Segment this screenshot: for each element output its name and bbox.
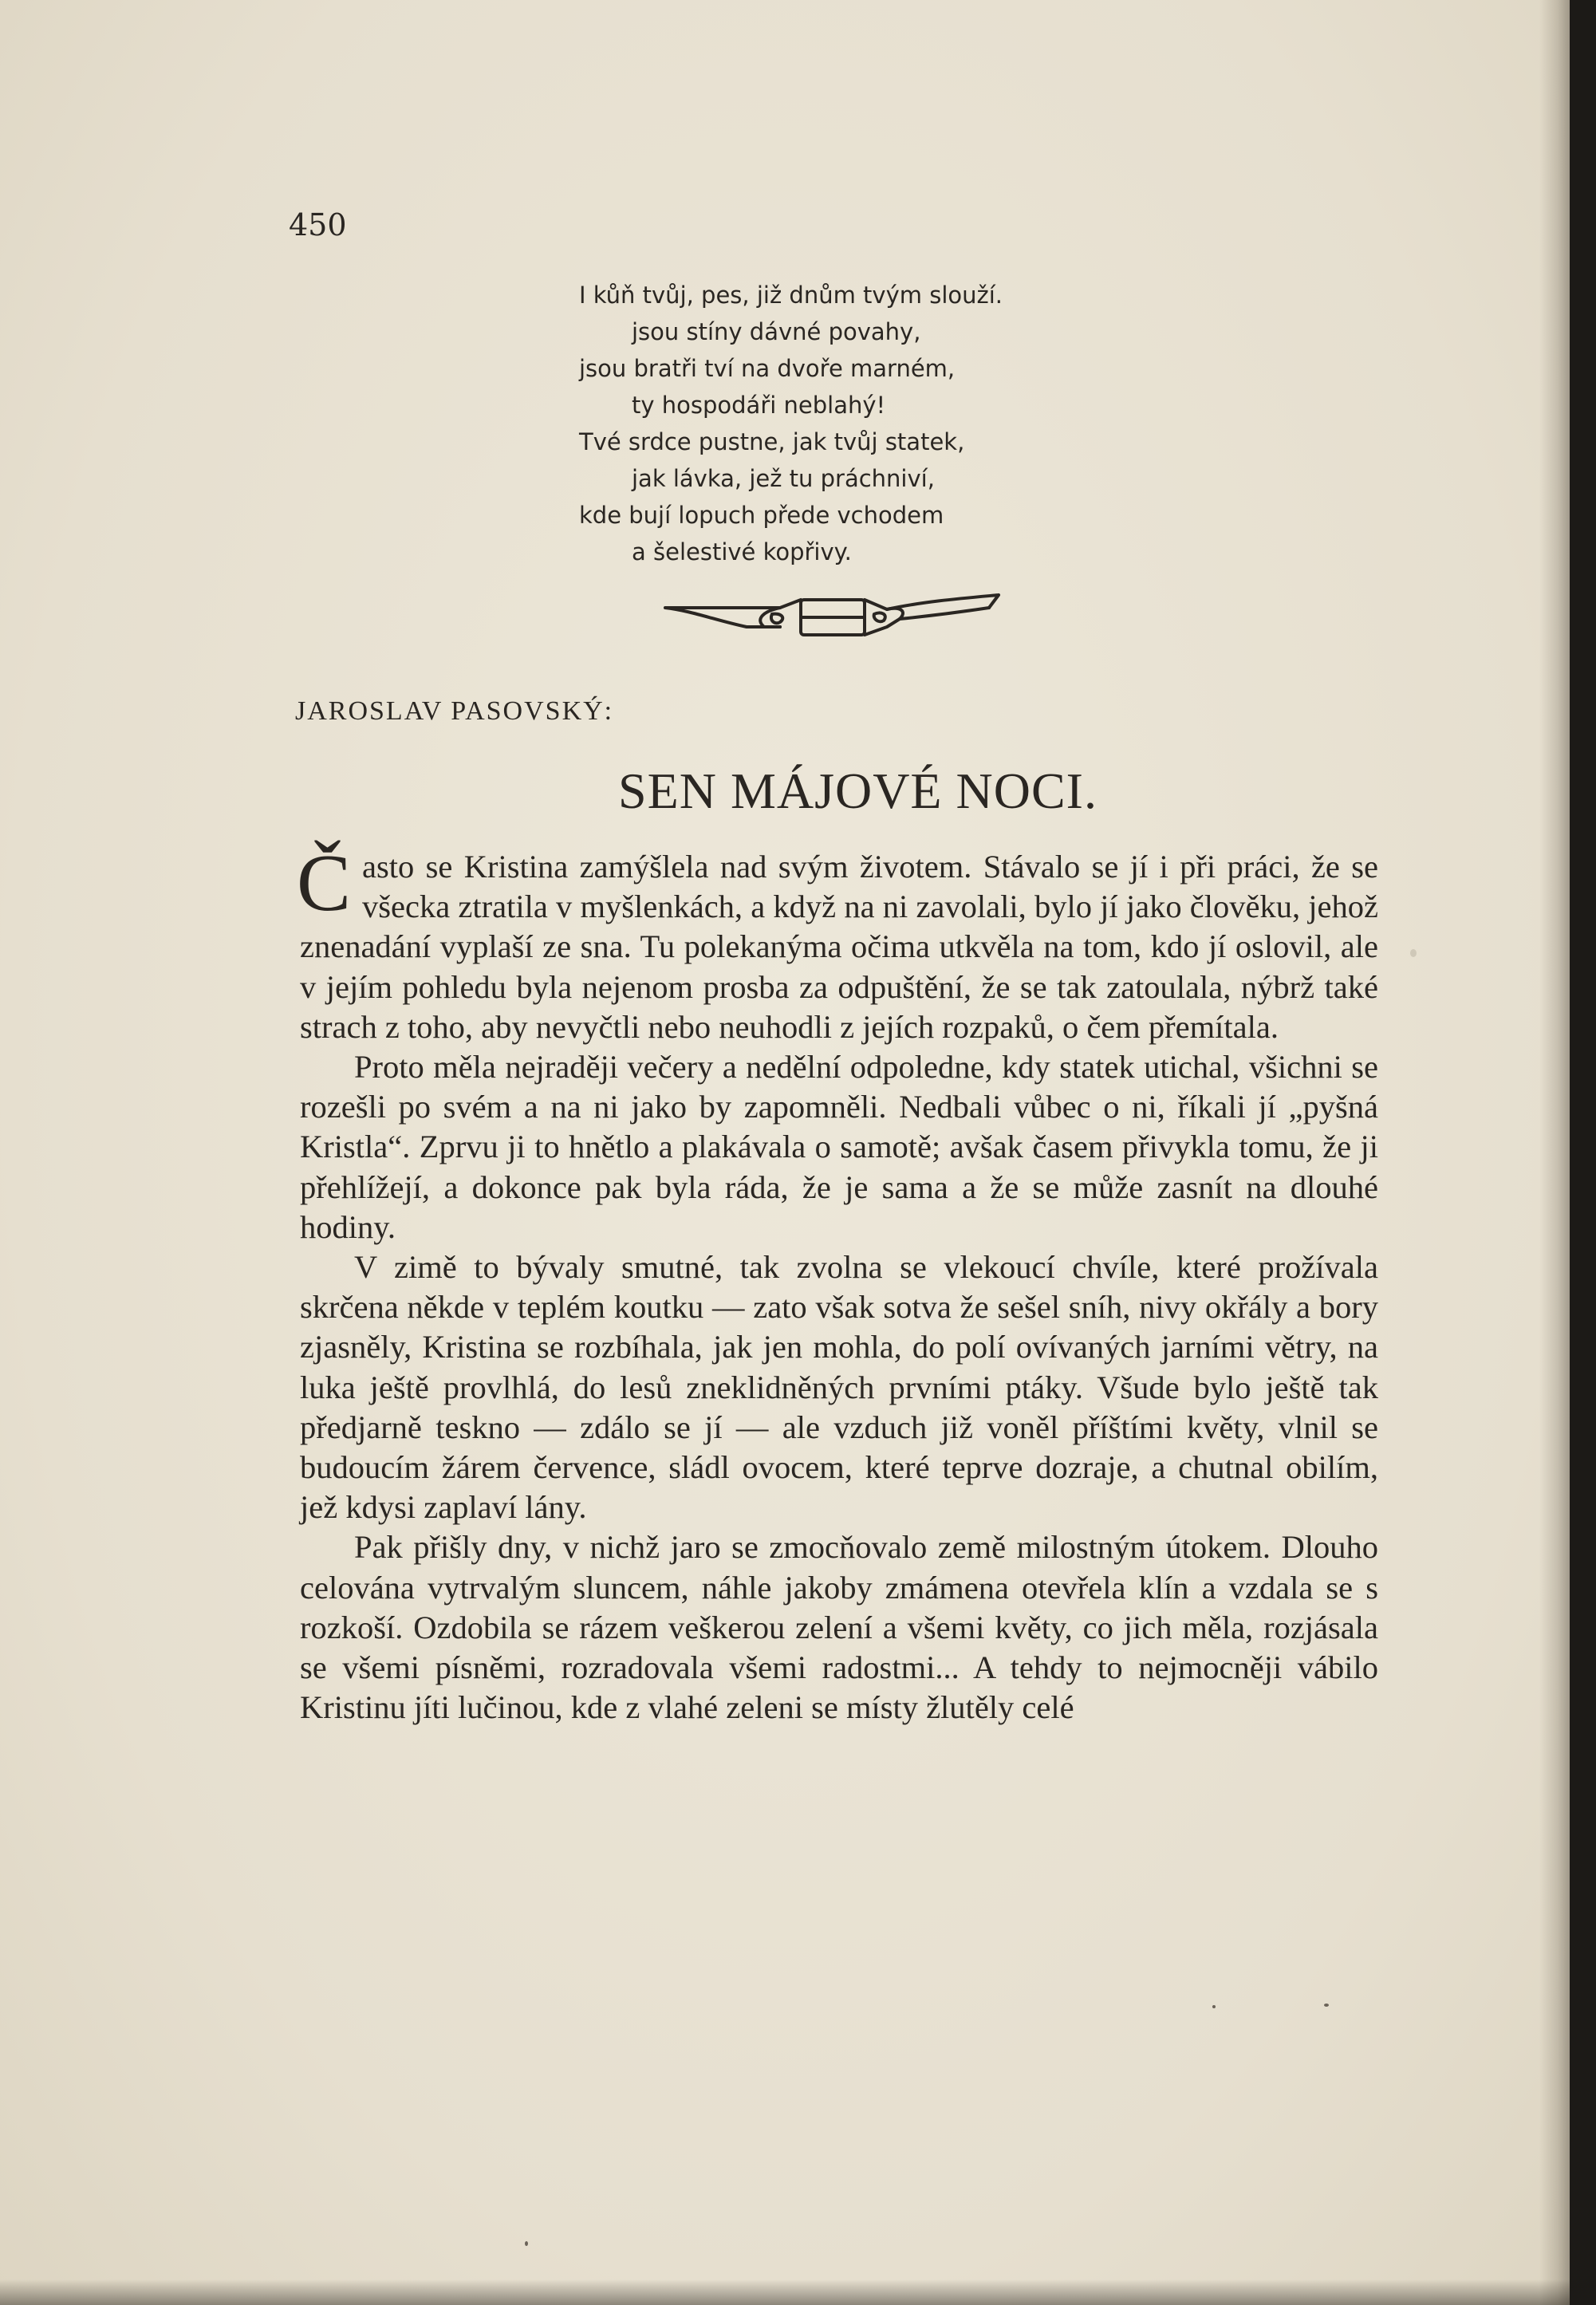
paragraph-text: asto se Kristina zamýšlela nad svým životem. Stávalo se jí i při práci, že se všecka ztratila v myšlenkách, a když na ni zavolali, bylo jí jako člověku, jehož znenadání vyplaší ze sna. Tu polekanýma očima utkvěla na tom, kdo jí oslovil, ale v jejím pohledu byla nejenom prosba za odpuštění, že se tak zatoulala, nýbrž také strach z toho, aby nevyčtli nebo neuhodli z jejích rozpaků, o čem přemítala. — [300, 849, 1378, 1045]
poem-line: ty hospodáři neblahý! — [632, 392, 886, 419]
page-bottom-edge — [0, 2279, 1570, 2305]
poem-line: kde bují lopuch přede vchodem — [579, 502, 944, 529]
paragraph — [297, 838, 1378, 1047]
paper-speck — [1324, 2004, 1329, 2007]
drop-cap: Č — [297, 838, 352, 928]
paper-speck — [1410, 949, 1417, 957]
poem-line: Tvé srdce pustne, jak tvůj statek, — [579, 428, 965, 455]
poem-line: I kůň tvůj, pes, již dnům tvým slouží. — [579, 282, 1003, 309]
poem-stanza — [579, 277, 1185, 570]
divider-ornament-icon — [660, 590, 1003, 644]
poem-line: jsou bratři tví na dvoře marném, — [579, 355, 956, 382]
article-title: SEN MÁJOVÉ NOCI. — [618, 762, 1097, 819]
article-body — [297, 838, 1378, 1728]
poem-line: a šelestivé kopřivy. — [632, 538, 852, 565]
article-author: JAROSLAV PASOVSKÝ: — [295, 696, 614, 726]
poem-line: jak lávka, jež tu práchniví, — [632, 465, 935, 492]
poem-line: jsou stíny dávné povahy, — [632, 318, 921, 345]
paragraph: Proto měla nejraději večery a nedělní odpoledne, kdy statek utichal, všichni se rozešli po svém a na ni jako by zapomněli. Nedbali vůbec o ni, říkali jí „pyšná Kristla“. Zprvu ji to hnětlo a plakávala o samotě; avšak časem přivykla tomu, že ji přehlížejí, a dokonce pak byla ráda, že je sama a že se může zasnít na dlouhé hodiny. — [300, 1049, 1378, 1245]
paragraph: V zimě to bývaly smutné, tak zvolna se vlekoucí chvíle, které prožívala skrčena někde v teplém koutku — zato však sotva že sešel sníh, nivy okřály a bory zjasněly, Kristina se rozbíhala, jak jen mohla, do polí ovívaných jarními větry, na luka ještě provlhlá, do lesů zneklidněných prvními ptáky. Všude bylo ještě tak předjarně teskno — zdálo se jí — ale vzduch již voněl příštími květy, vlnil se budoucím žárem července, sládl ovocem, které teprve dozraje, a chutnal obilím, jež kdysi zaplaví lány. — [300, 1249, 1378, 1526]
page-number: 450 — [289, 207, 347, 242]
paper-speck — [1212, 2005, 1216, 2008]
page-gutter-shadow — [1539, 0, 1570, 2305]
paper-speck — [525, 2241, 528, 2246]
paragraph: Pak přišly dny, v nichž jaro se zmocňovalo země milostným útokem. Dlouho celována vytrvalým sluncem, náhle jakoby zmámena otevřela klín a vzdala se s rozkoší. Ozdobila se rázem veškerou zelení a všemi květy, co jich měla, rozjásala se všemi písněmi, rozradovala všemi radostmi... A tehdy to nejmocněji vábilo Kristinu jíti lučinou, kde z vlahé zeleni se místy žlutěly celé — [300, 1529, 1378, 1726]
